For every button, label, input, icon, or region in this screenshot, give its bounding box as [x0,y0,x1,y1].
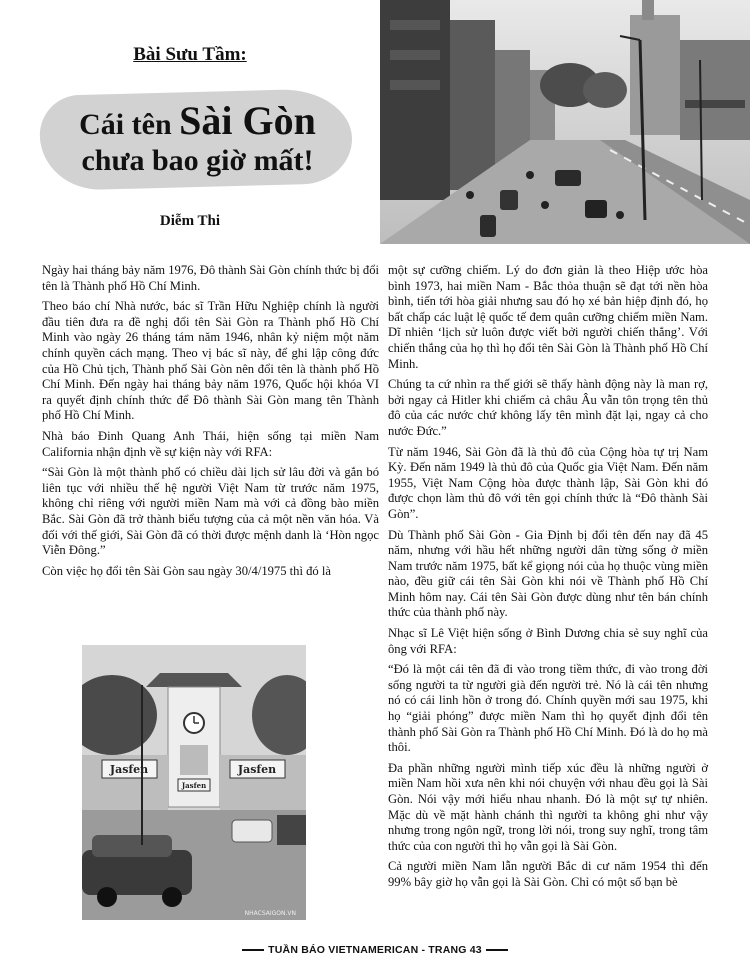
footer-rule-right [486,949,508,951]
paragraph: “Đó là một cái tên đã đi vào trong tiềm thức, đi vào trong đời sống người ta từ người già đến người trẻ. Nó là cái tên nhưng nó có cái linh hồn ở trong đó. Chính quyền mới sau 1975, khi họ “giải phóng” được miền Nam thì họ quyết định đổi tên thành phố Sài Gòn ra Thành phố Hồ Chí Minh. Đó là do họ mà thôi. [388,662,708,755]
paragraph: Dù Thành phố Sài Gòn - Gia Định bị đổi tên đến nay đã 45 năm, nhưng với hầu hết những người dân từng sống ở miền Nam trước năm 1975, bất kể giọng nói của họ thuộc vùng miền nào, đều giữ cái tên Sài Gòn khi nói về Thành phố Hồ Chí Minh hôm nay. Cái tên Sài Gòn được dùng như tên bán chính thức của thành phố này. [388,527,708,620]
article-title [30,98,365,179]
title-emphasis: Sài Gòn [179,98,316,143]
title-line-2: chưa bao giờ mất! [81,144,314,177]
market-sign-center: Jasfen [181,781,207,790]
market-sign-left: Jasfen [109,763,149,776]
title-prefix: Cái tên [79,108,180,141]
footer-rule-left [242,949,264,951]
paragraph: Từ năm 1946, Sài Gòn đã là thủ đô của Cộng hòa tự trị Nam Kỳ. Đến năm 1949 là thủ đô của Quốc gia Việt Nam. Đến năm 1955, Việt Nam Cộng hòa được thành lập, Sài Gòn khi đó được chọn làm thủ đô với tên gọi chính thức là “Đô thành Sài Gòn”. [388,444,708,521]
street-scene-photo [380,0,750,244]
paragraph: Còn việc họ đổi tên Sài Gòn sau ngày 30/4/1975 thì đó là [42,563,331,578]
paragraph: Theo báo chí Nhà nước, bác sĩ Trần Hữu Nghiệp chính là người đầu tiên đưa ra đề nghị đổi tên Sài Gòn ra Thành phố Hồ Chí Minh vào ngày 26 tháng tám năm 1946, nhân kỷ niệm một năm chính quyền cách mạng. Theo vị bác sĩ này, để ghi lập công đức của Hồ Chủ tịch, Thành phố Sài Gòn nên đổi tên là thành phố Hồ Chí Minh. Đến ngày hai tháng bảy năm 1976, Quốc hội khóa VI ra quyết định chính thức để Đô thành Sài Gòn mang tên Thành phố Hồ Chí Minh. [42,299,379,423]
paragraph: Đa phần những người mình tiếp xúc đều là những người ở miền Nam hồi xưa nên khi nói chuyện với nhau đều gọi là Sài Gòn. Nói vậy mới hiểu nhau nhanh. Đó là một sự tự nhiên. Mặc dù về mặt hành chánh thì người ta không ghi như vậy nhưng trong ngôn ngữ, trong lời nói, trong suy nghĩ, trong tâm thức của con người thì họ vẫn gọi là Sài Gòn. [388,760,708,853]
paragraph: Nhạc sĩ Lê Việt hiện sống ở Bình Dương chia sẻ suy nghĩ của ông với RFA: [388,626,708,656]
paragraph: “Sài Gòn là một thành phố có chiều dài lịch sử lâu đời và gắn bó liên tục với nhiều thế hệ người Việt Nam từ trước năm 1975, không chỉ riêng với người miền Nam mà với cả đồng bào miền Bắc. Sài Gòn đã trở thành biểu tượng của cả một nền văn hóa. Và đối với thế giới, Sài Gòn đã có thời được mệnh danh là ‘Hòn ngọc Viễn Đông.” [42,465,379,558]
market-sign-right: Jasfen [237,763,277,776]
right-column [388,263,708,896]
paragraph: Nhà báo Đinh Quang Anh Thái, hiện sống tại miền Nam California nhận định về sự kiện này với RFA: [42,428,379,459]
paragraph: Chúng ta cứ nhìn ra thế giới sẽ thấy hành động này là man rợ, bởi ngay cả Hitler khi chiếm cả châu Âu vẫn tôn trọng tên thủ đô của các nước chứ không lấy tên mình đặt lại, ngay cả cho nước Đức.” [388,377,708,438]
left-column [42,263,379,584]
paragraph: Ngày hai tháng bảy năm 1976, Đô thành Sài Gòn chính thức bị đổi tên là Thành phố Hồ Chí Minh. [42,263,380,293]
article-author: Diễm Thi [159,213,221,229]
article-kicker: Bài Sưu Tầm: [133,44,247,65]
ben-thanh-market-photo [82,645,306,920]
page-footer [0,944,750,956]
paragraph: một sự cưỡng chiếm. Lý do đơn giản là theo Hiệp ước hòa bình 1973, hai miền Nam - Bắc thỏa thuận sẽ đạt tới nền hòa bình, tiến tới hòa giải nhưng sau đó họ xé bản hiệp định đó, họ bất chấp các luật lệ quốc tế đem quân cưỡng chiếm miền Nam. Dĩ nhiên ‘lịch sử luôn được viết bởi người chiến thắng’. Với chiến thắng của họ thì họ đổi tên Sài Gòn là Thành phố Hồ Chí Minh. [388,263,708,371]
footer-text: TUẦN BÁO VIETNAMERICAN - TRANG 43 [268,944,482,956]
paragraph: Cả người miền Nam lẫn người Bắc di cư năm 1954 thì đến 99% bây giờ họ vẫn gọi là Sài Gòn. Chỉ có một số bạn bè [388,859,708,889]
photo-watermark: NHACSAIGON.VN [244,910,296,917]
